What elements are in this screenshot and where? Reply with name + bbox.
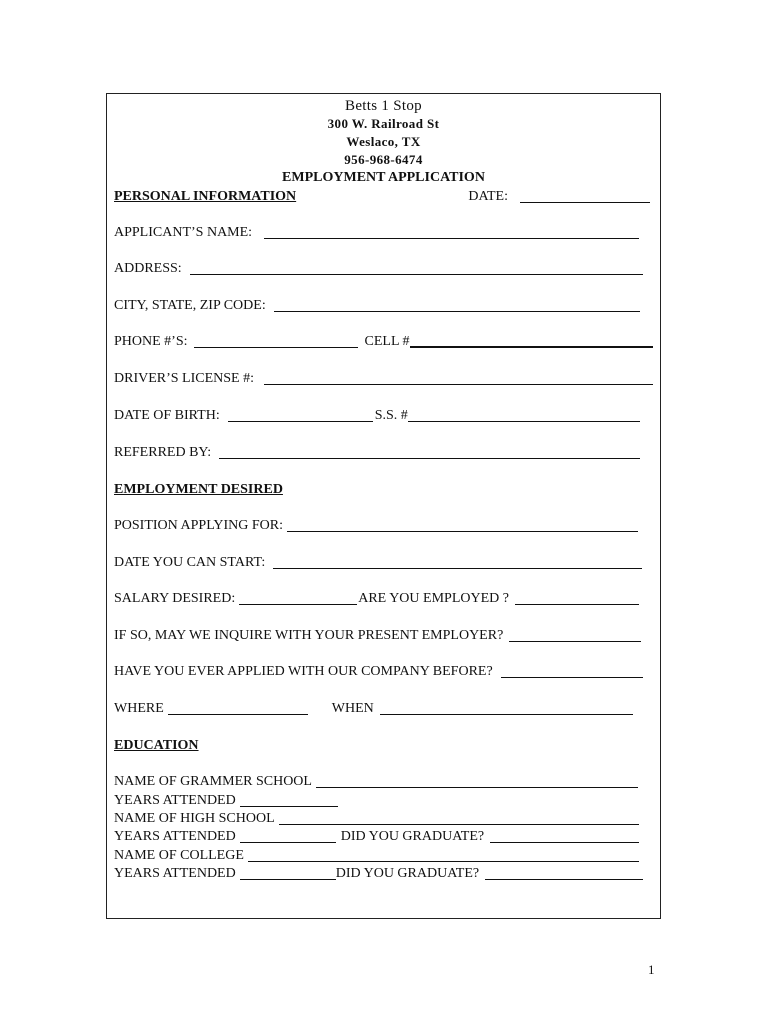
ss-field[interactable] bbox=[408, 409, 640, 422]
education-heading: EDUCATION bbox=[114, 738, 199, 753]
drivers-license-row bbox=[114, 371, 653, 387]
grammar-school-label: NAME OF GRAMMER SCHOOL bbox=[114, 774, 312, 789]
grammar-years-row bbox=[114, 793, 653, 809]
address-row bbox=[114, 261, 653, 277]
high-school-graduate-field[interactable] bbox=[490, 830, 639, 843]
start-date-label: DATE YOU CAN START: bbox=[114, 555, 266, 570]
high-school-field[interactable] bbox=[279, 812, 639, 825]
cell-field[interactable] bbox=[410, 334, 654, 348]
personal-heading-row bbox=[114, 189, 653, 205]
form-title: EMPLOYMENT APPLICATION bbox=[282, 170, 485, 185]
drivers-license-label: DRIVER’S LICENSE #: bbox=[114, 371, 254, 386]
drivers-license-field[interactable] bbox=[264, 372, 653, 385]
company-name: Betts 1 Stop bbox=[345, 98, 422, 114]
when-field[interactable] bbox=[380, 702, 633, 715]
application-form bbox=[106, 93, 661, 919]
high-school-years-label: YEARS ATTENDED bbox=[114, 829, 236, 844]
start-date-field[interactable] bbox=[273, 556, 642, 569]
position-field[interactable] bbox=[287, 519, 638, 532]
phone-row bbox=[114, 334, 653, 350]
dob-label: DATE OF BIRTH: bbox=[114, 408, 220, 423]
city-state-zip-row bbox=[114, 298, 653, 314]
phone-label: PHONE #’S: bbox=[114, 334, 188, 349]
grammar-school-field[interactable] bbox=[316, 775, 638, 788]
referred-by-row bbox=[114, 445, 653, 461]
company-address: 300 W. Railroad St bbox=[327, 116, 440, 131]
employment-heading-row bbox=[114, 482, 653, 498]
applied-before-field[interactable] bbox=[501, 665, 643, 678]
where-label: WHERE bbox=[114, 701, 164, 716]
inquire-label: IF SO, MAY WE INQUIRE WITH YOUR PRESENT EMPLOYER? bbox=[114, 628, 504, 643]
referred-by-field[interactable] bbox=[219, 446, 640, 459]
high-school-label: NAME OF HIGH SCHOOL bbox=[114, 811, 275, 826]
high-school-years-row bbox=[114, 829, 653, 845]
applicant-name-field[interactable] bbox=[264, 226, 639, 239]
high-school-years-field[interactable] bbox=[240, 830, 336, 843]
inquire-row bbox=[114, 628, 653, 644]
company-phone: 956-968-6474 bbox=[344, 152, 423, 167]
high-school-graduate-label: DID YOU GRADUATE? bbox=[340, 829, 485, 844]
college-years-row bbox=[114, 866, 653, 882]
college-label: NAME OF COLLEGE bbox=[114, 848, 244, 863]
high-school-row bbox=[114, 811, 653, 827]
inquire-field[interactable] bbox=[509, 629, 641, 642]
personal-heading: PERSONAL INFORMATION bbox=[114, 189, 297, 204]
city-state-zip-label: CITY, STATE, ZIP CODE: bbox=[114, 298, 266, 313]
applied-before-row bbox=[114, 664, 653, 680]
education-heading-row bbox=[114, 738, 653, 754]
date-field[interactable] bbox=[520, 190, 650, 203]
phone-field[interactable] bbox=[194, 335, 358, 348]
college-row bbox=[114, 848, 653, 864]
salary-label: SALARY DESIRED: bbox=[114, 591, 236, 606]
dob-row bbox=[114, 408, 653, 424]
applied-before-label: HAVE YOU EVER APPLIED WITH OUR COMPANY BEFORE? bbox=[114, 664, 493, 679]
city-state-zip-field[interactable] bbox=[274, 299, 640, 312]
applicant-name-row bbox=[114, 225, 653, 241]
grammar-school-row bbox=[114, 774, 653, 790]
employed-field[interactable] bbox=[515, 592, 639, 605]
college-years-label: YEARS ATTENDED bbox=[114, 866, 236, 881]
ss-label: S.S. # bbox=[374, 408, 408, 423]
dob-field[interactable] bbox=[228, 409, 373, 422]
page-number: 1 bbox=[648, 962, 655, 977]
address-field[interactable] bbox=[190, 262, 643, 275]
employed-label: ARE YOU EMPLOYED ? bbox=[358, 591, 509, 606]
college-graduate-label: DID YOU GRADUATE? bbox=[335, 866, 480, 881]
position-label: POSITION APPLYING FOR: bbox=[114, 518, 283, 533]
address-label: ADDRESS: bbox=[114, 261, 182, 276]
where-when-row bbox=[114, 701, 653, 717]
company-city: Weslaco, TX bbox=[346, 134, 421, 149]
when-label: WHEN bbox=[331, 701, 374, 716]
college-years-field[interactable] bbox=[240, 867, 336, 880]
start-date-row bbox=[114, 555, 653, 571]
position-row bbox=[114, 518, 653, 534]
grammar-years-field[interactable] bbox=[240, 794, 338, 807]
college-field[interactable] bbox=[248, 849, 639, 862]
referred-by-label: REFERRED BY: bbox=[114, 445, 212, 460]
applicant-name-label: APPLICANT’S NAME: bbox=[114, 225, 253, 240]
salary-row bbox=[114, 591, 653, 607]
employment-heading: EMPLOYMENT DESIRED bbox=[114, 482, 283, 497]
salary-field[interactable] bbox=[239, 592, 357, 605]
where-field[interactable] bbox=[168, 702, 308, 715]
grammar-years-label: YEARS ATTENDED bbox=[114, 793, 236, 808]
date-label: DATE: bbox=[468, 189, 508, 204]
cell-label: CELL # bbox=[364, 334, 410, 349]
college-graduate-field[interactable] bbox=[485, 867, 643, 880]
